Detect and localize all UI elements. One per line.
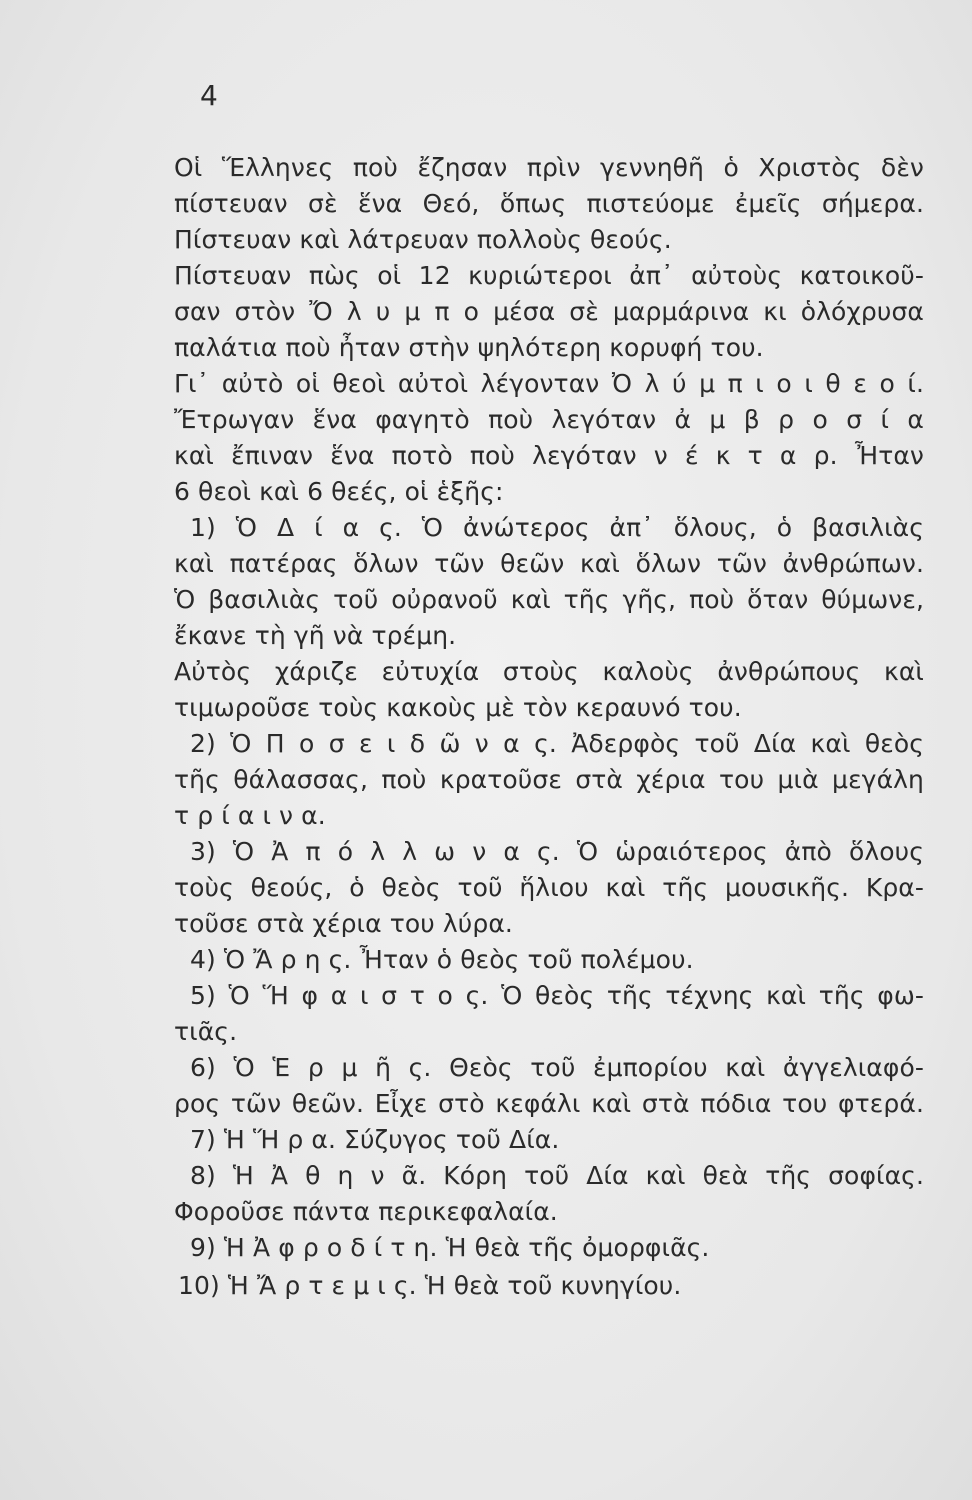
text-line: Πίστευαν πὼς οἱ 12 κυριώτεροι ἀπ᾽ αὐτοὺς κατοικοῦ- bbox=[174, 261, 924, 290]
text-line: Οἱ Ἕλληνες ποὺ ἔζησαν πρὶν γεννηθῆ ὁ Χριστὸς δὲν bbox=[174, 153, 924, 182]
text-line: ἔκανε τὴ γῆ νὰ τρέμη. bbox=[174, 621, 457, 650]
text-line: πίστευαν σὲ ἕνα Θεό, ὅπως πιστεύομε ἐμεῖς σήμερα. bbox=[174, 189, 924, 218]
text-line: 6 θεοὶ καὶ 6 θεές, οἱ ἑξῆς: bbox=[174, 477, 504, 506]
text-line: τιᾶς. bbox=[174, 1017, 238, 1046]
text-line: Ἔτρωγαν ἕνα φαγητὸ ποὺ λεγόταν ἀ μ β ρ ο σ ί α bbox=[174, 405, 924, 434]
text-line: Πίστευαν καὶ λάτρευαν πολλοὺς θεούς. bbox=[174, 225, 672, 254]
text-line: 10) Ἡ Ἄ ρ τ ε μ ι ς. Ἡ θεὰ τοῦ κυνηγίου. bbox=[178, 1271, 682, 1300]
text-line: 9) Ἡ Ἀ φ ρ ο δ ί τ η. Ἡ θεὰ τῆς ὀμορφιᾶς. bbox=[190, 1233, 710, 1262]
text-line: 2) Ὁ Π ο σ ε ι δ ῶ ν α ς. Ἀδερφὸς τοῦ Δία καὶ θεὸς bbox=[190, 729, 924, 758]
text-line: Ὁ βασιλιὰς τοῦ οὐρανοῦ καὶ τῆς γῆς, ποὺ ὅταν θύμωνε, bbox=[174, 585, 924, 614]
text-line: 5) Ὁ Ἥ φ α ι σ τ ο ς. Ὁ θεὸς τῆς τέχνης καὶ τῆς φω- bbox=[190, 981, 924, 1010]
text-line: καὶ ἔπιναν ἕνα ποτὸ ποὺ λεγόταν ν έ κ τ α ρ. Ἦταν bbox=[174, 441, 924, 470]
text-line: Γι᾽ αὐτὸ οἱ θεοὶ αὐτοὶ λέγονταν Ὀ λ ύ μ π ι ο ι θ ε ο ί. bbox=[174, 369, 924, 398]
text-line: τῆς θάλασσας, ποὺ κρατοῦσε στὰ χέρια του μιὰ μεγάλη bbox=[174, 765, 924, 794]
text-line: Φοροῦσε πάντα περικεφαλαία. bbox=[174, 1197, 558, 1226]
text-line: ρος τῶν θεῶν. Εἶχε στὸ κεφάλι καὶ στὰ πόδια του φτερά. bbox=[174, 1089, 924, 1118]
text-line: καὶ πατέρας ὅλων τῶν θεῶν καὶ ὅλων τῶν ἀνθρώπων. bbox=[174, 549, 924, 578]
text-line: σαν στὸν Ὄ λ υ μ π ο μέσα σὲ μαρμάρινα κι ὁλόχρυσα bbox=[174, 297, 924, 326]
text-line: παλάτια ποὺ ἦταν στὴν ψηλότερη κορυφή του. bbox=[174, 333, 764, 362]
text-line: 4) Ὁ Ἄ ρ η ς. Ἦταν ὁ θεὸς τοῦ πολέμου. bbox=[190, 945, 694, 974]
text-line: Αὐτὸς χάριζε εὐτυχία στοὺς καλοὺς ἀνθρώπους καὶ bbox=[174, 657, 924, 686]
page-number: 4 bbox=[200, 79, 218, 112]
text-line: 7) Ἡ Ἥ ρ α. Σύζυγος τοῦ Δία. bbox=[190, 1125, 560, 1154]
text-line: τοῦσε στὰ χέρια του λύρα. bbox=[174, 909, 513, 938]
text-line: τοὺς θεούς, ὁ θεὸς τοῦ ἥλιου καὶ τῆς μουσικῆς. Κρα- bbox=[174, 873, 924, 902]
text-line: 8) Ἡ Ἀ θ η ν ᾶ. Κόρη τοῦ Δία καὶ θεὰ τῆς σοφίας. bbox=[190, 1161, 924, 1190]
text-line: 1) Ὁ Δ ί α ς. Ὁ ἀνώτερος ἀπ᾽ ὅλους, ὁ βασιλιὰς bbox=[190, 513, 924, 542]
text-line: 3) Ὁ Ἀ π ό λ λ ω ν α ς. Ὁ ὡραιότερος ἀπὸ ὅλους bbox=[190, 837, 924, 866]
text-line: τ ρ ί α ι ν α. bbox=[174, 801, 326, 830]
text-line: 6) Ὁ Ἑ ρ μ ῆ ς. Θεὸς τοῦ ἐμπορίου καὶ ἀγγελιαφό- bbox=[190, 1053, 924, 1082]
text-line: τιμωροῦσε τοὺς κακοὺς μὲ τὸν κεραυνό του. bbox=[174, 693, 742, 722]
